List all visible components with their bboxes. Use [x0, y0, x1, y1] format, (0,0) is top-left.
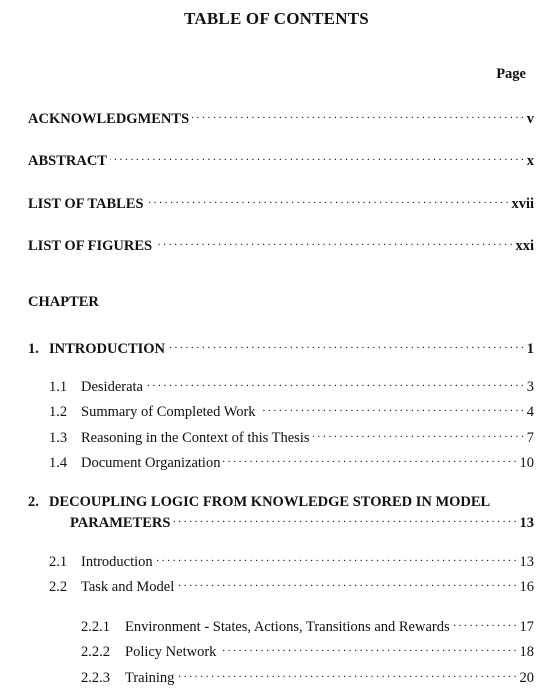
toc-entry-label: PARAMETERS [70, 514, 171, 531]
toc-entry-label: Policy Network [125, 643, 217, 660]
toc-entry-page: 3 [526, 378, 534, 395]
toc-chapter-2[interactable] [70, 512, 534, 532]
leader-dots [219, 641, 516, 656]
leader-dots [259, 401, 524, 416]
toc-entry-label: INTRODUCTION [49, 340, 166, 357]
toc-entry-label: Reasoning in the Context of this Thesis [81, 429, 310, 446]
toc-section-2-1[interactable] [49, 551, 534, 571]
toc-entry-page: 13 [519, 514, 534, 531]
leader-dots [453, 616, 517, 631]
toc-entry-page: 7 [526, 429, 534, 446]
toc-entry-list-of-tables[interactable] [28, 193, 534, 213]
toc-entry-label: ACKNOWLEDGMENTS [28, 110, 190, 127]
toc-section-2-2[interactable] [49, 576, 534, 596]
leader-dots [110, 150, 524, 165]
toc-entry-label: Summary of Completed Work [81, 403, 256, 420]
toc-entry-label: Desiderata [81, 378, 143, 395]
toc-entry-page: x [526, 152, 534, 169]
toc-entry-label: LIST OF FIGURES [28, 237, 153, 254]
toc-entry-number: 1. [28, 340, 39, 357]
toc-entry-number: 2. [28, 494, 39, 510]
leader-dots [192, 108, 524, 123]
chapter-heading: CHAPTER [28, 294, 99, 310]
toc-entry-number: 2.2.1 [81, 618, 110, 635]
toc-section-1-4[interactable] [49, 452, 534, 472]
page-title: TABLE OF CONTENTS [184, 9, 369, 28]
toc-entry-page: xxi [515, 237, 534, 254]
toc-entry-label: LIST OF TABLES [28, 195, 144, 212]
toc-entry-number: 1.2 [49, 403, 68, 420]
toc-entry-number: 1.3 [49, 429, 68, 446]
toc-subsection-2-2-1[interactable] [81, 616, 534, 636]
toc-section-1-1[interactable] [49, 376, 534, 396]
leader-dots [168, 338, 524, 353]
toc-entry-number: 1.4 [49, 454, 68, 471]
toc-entry-label: Introduction [81, 553, 153, 570]
toc-entry-page: 10 [519, 454, 534, 471]
leader-dots [156, 551, 517, 566]
leader-dots [146, 376, 524, 391]
toc-entry-page: 16 [519, 578, 534, 595]
toc-entry-page: 1 [526, 340, 534, 357]
toc-entry-number: 2.2.3 [81, 669, 110, 686]
toc-entry-acknowledgments[interactable] [28, 108, 534, 128]
toc-entry-label: Environment - States, Actions, Transitions and Rewards [125, 618, 450, 635]
toc-entry-label: Training [125, 669, 175, 686]
toc-subsection-2-2-2[interactable] [81, 641, 534, 661]
toc-entry-abstract[interactable] [28, 150, 534, 170]
toc-entry-page: 4 [526, 403, 534, 420]
toc-entry-label: Task and Model [81, 578, 175, 595]
leader-dots [147, 193, 509, 208]
leader-dots [177, 667, 516, 682]
toc-entry-page: 17 [519, 618, 534, 635]
toc-subsection-2-2-3[interactable] [81, 667, 534, 687]
toc-entry-page: 20 [519, 669, 534, 686]
toc-chapter-2-line1[interactable] [28, 494, 490, 511]
toc-entry-page: 13 [519, 553, 534, 570]
toc-entry-label: Document Organization [81, 454, 221, 471]
toc-entry-number: 2.1 [49, 553, 68, 570]
toc-entry-number: 2.2 [49, 578, 68, 595]
page-column-label: Page [496, 66, 526, 82]
leader-dots [313, 427, 524, 442]
toc-entry-page: 18 [519, 643, 534, 660]
toc-entry-label: DECOUPLING LOGIC FROM KNOWLEDGE STORED IN MODEL [49, 494, 491, 510]
leader-dots [223, 452, 516, 467]
toc-chapter-1[interactable] [28, 338, 534, 358]
toc-entry-number: 2.2.2 [81, 643, 110, 660]
leader-dots [173, 512, 516, 527]
leader-dots [177, 576, 516, 591]
toc-entry-list-of-figures[interactable] [28, 235, 534, 255]
toc-section-1-2[interactable] [49, 401, 534, 421]
toc-entry-page: v [526, 110, 534, 127]
leader-dots [155, 235, 512, 250]
toc-entry-number: 1.1 [49, 378, 68, 395]
toc-entry-page: xvii [511, 195, 534, 212]
toc-section-1-3[interactable] [49, 427, 534, 447]
toc-entry-label: ABSTRACT [28, 152, 107, 169]
